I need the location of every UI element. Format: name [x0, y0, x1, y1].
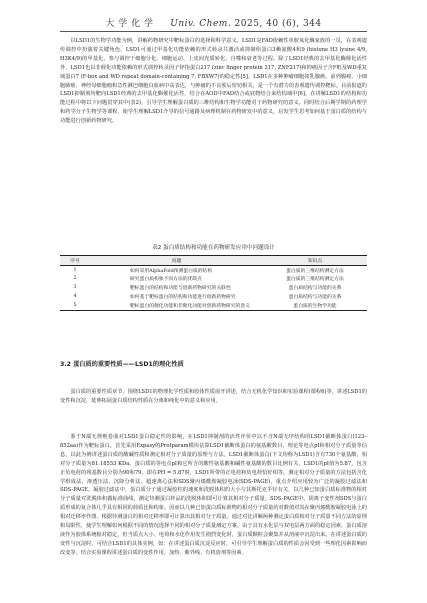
cell-no: 2: [73, 276, 77, 282]
cell-question: 靶标蛋白的催化功能和非催化功能对创新药物研究的意义: [130, 303, 250, 309]
header-question: 问题: [90, 256, 263, 266]
cell-question: 如何基于靶标蛋白的结构和功能进行创新药物研究: [130, 295, 236, 301]
table-row: [60, 265, 367, 274]
table-row: [60, 283, 367, 292]
cell-no: 4: [73, 294, 77, 300]
cell-no: 1: [73, 267, 77, 273]
cell-knowledge: 蛋白质的三维结构测定方法: [286, 277, 344, 283]
paragraph-text: 以LSD1的生物学功能为例，讲解药物研究中靶标蛋白的选择和科学意义。LSD1是FAD依赖性单胺氧化酶家族的一员，在表观遗传调控中扮演着关键角色。LSD1可通过甲基化功能依赖的形式转录共激活或抑制组蛋白3赖氨酸4和9 (histone H3 lysine 4/9, H3K4/9)的甲基化，参与调控干细胞分化、细胞运动、上皮间充质转化、自噬和衰老等过程。除了LSD1经典的去甲基化酶催化活性外，LSD1也以非催化功能依赖的形式调控转录因子锌指蛋白217 (zinc finger protein 217, ZNF217)和抑癌因子含F框及WD重复域蛋白7 (F-box and WD repeat domain-containing 7, FBXW7)的稳定性[5]。LSD1在多种肿瘤细胞如乳腺癌、前列腺癌、小细胞肺癌、神经母细胞瘤和急性淋巴细胞白血病中高表达，与肿瘤的不良预后密切相关，是一个有潜力的表观遗传调控靶标。目前报道的LSD1抑制剂均靶向LSD1经典的去甲基化酶催化活性，结合在AOD中FAD结合或底物结合来结构域中[6]。在讲解LSD1的结构和功能过程中将以下问题贯穿其中(表2)，引导学生理解蛋白质的三维结构和生物学功能对于药物研究的意义。同时结合后期学期的药理学和药学分子生物学等课程，使学生理解LSD1介导的信号通路及病理机制在药物研发中的意义，启发学生思考如何基于蛋白质的结构与功能进行创新药物研究。: [60, 38, 367, 125]
paragraph-text: 鉴于N端无规则卷曲对LSD1蛋白稳定性的影响，在LSD1抑制剂的活性评价中以不含N端无序结构的LSD1截断体蛋白(123–852aa)作为靶标蛋白。首先采用Expasy的Protparam模块估算LSD1截断体蛋白的氨基酸数目、理论等电点pI和相对分子质量等信息，以此为例讲述蛋白质的酸碱性质和测定相对分子质量的原理与方法。LSD1截断体蛋白(下文均称为LSD1)含有730个氨基酸，相对分子质量为81.18553 KDa。蛋白质的等电点pI和它所含的酸性氨基酸和碱性氨基酸的数目比例有关，LSD1的pI值为5.87，包含正负电荷的残基数目分别为90和79，即在PH = 5.87时，LSD1所带的正电荷和负电荷恰好相等。测定相对分子质量的方法包括含化学组成法、渗透压法、沉降分析法、超速离心法和SDS聚丙烯酰胺凝胶电泳(SDS-PAGE)，重点介绍应用较为广泛的凝胶过滤法和SDS-PAGE。凝胶过滤法中，蛋白质分子通过凝胶柱的速度和洗脱体积的大小与其斯托克半径有关，以几种已知蛋白质标准物的相对分子质量对洗脱体积做标准曲线，测定待测蛋白样品的洗脱体积即可计算其相对分子质量。SDS-PAGE中，阴离子变性剂SDS与蛋白质形成的复合体几乎具有相同的荷质比和构象，因而以几种已知蛋白质标准物的相对分子质量的对数值对其在聚丙烯酰胺凝胶电泳上的相对迁移率作图，根据待测蛋白的相对迁移率即可计算出其相对分子质量。通过对比讲解两种测定蛋白质相对分子质量不同方法的原理和局限性，使学生理解如何根据不同的情况选择不同的相对分子质量测定方案。由于具有水化层与双电层两方面的稳定因素，蛋白质溶液作为胶体系统相对稳定，但当质点大小、电荷和水化作用发生剧烈变化时，蛋白质颗粒会聚集并从溶液中沉淀出来。在讲述蛋白质的变性与沉淀时，可结合LSD1的具体实例，如：在讲述蛋白质沉淀反应时，可引导学生理解蛋白质的性质会因受到一些理化因素影响而改变等，结合实验课程讲述蛋白质的变性作用，加热、紫外线、有机溶剂等因素。: [60, 434, 367, 556]
body-paragraph-1: [60, 37, 367, 126]
table-row: [60, 292, 367, 301]
cell-knowledge: 蛋白质结构与功能的关系: [288, 295, 342, 301]
cell-knowledge: 蛋白质的三维结构测定方法: [286, 268, 344, 274]
table-row: [60, 275, 367, 284]
citation: 2025, 40 (6), 344: [234, 19, 322, 29]
table-2: [60, 243, 367, 311]
table-header-row: [60, 256, 367, 266]
cell-no: 5: [73, 302, 77, 308]
section-heading: 3.2 蛋白质的重要性质——LSD1的理化性质: [60, 361, 184, 368]
header-no: 序号: [60, 256, 90, 266]
cell-knowledge: 蛋白质结构与功能的关系: [288, 286, 342, 292]
cell-knowledge: 蛋白质的生物学功能: [293, 303, 337, 309]
cell-no: 3: [73, 285, 77, 291]
cell-question: 靶标蛋白的结构和功能与创新药物研究的关联性: [130, 286, 231, 292]
table-caption: 表2 蛋白质结构和功能在药物研发应用中问题设计: [152, 245, 275, 251]
journal-name-en: Univ. Chem.: [170, 19, 232, 29]
cell-question: 研究蛋白质构象不同方法的优缺点: [130, 277, 202, 283]
paragraph-text: 蛋白质的重要性质章节，围绕LSD1的物理化学性质和胶体性质展开讲述，结合无机化学知识和实验课程(课程6)等，讲述LSD1的变性和沉淀，延伸拓展蛋白质结构性质在分离和纯化中的意义和应用。: [60, 389, 367, 404]
body-paragraph-2: [60, 388, 367, 406]
journal-name: 大 学 化 学: [105, 19, 154, 29]
running-head: [0, 16, 427, 29]
question-design-table: [60, 255, 367, 311]
header-knowledge: 知识点: [263, 256, 367, 266]
header-rule: [60, 31, 367, 32]
table-row: [60, 301, 367, 310]
cell-question: 如何采用AlphaFold预测蛋白质的结构: [130, 268, 213, 274]
body-paragraph-3: [60, 433, 367, 558]
